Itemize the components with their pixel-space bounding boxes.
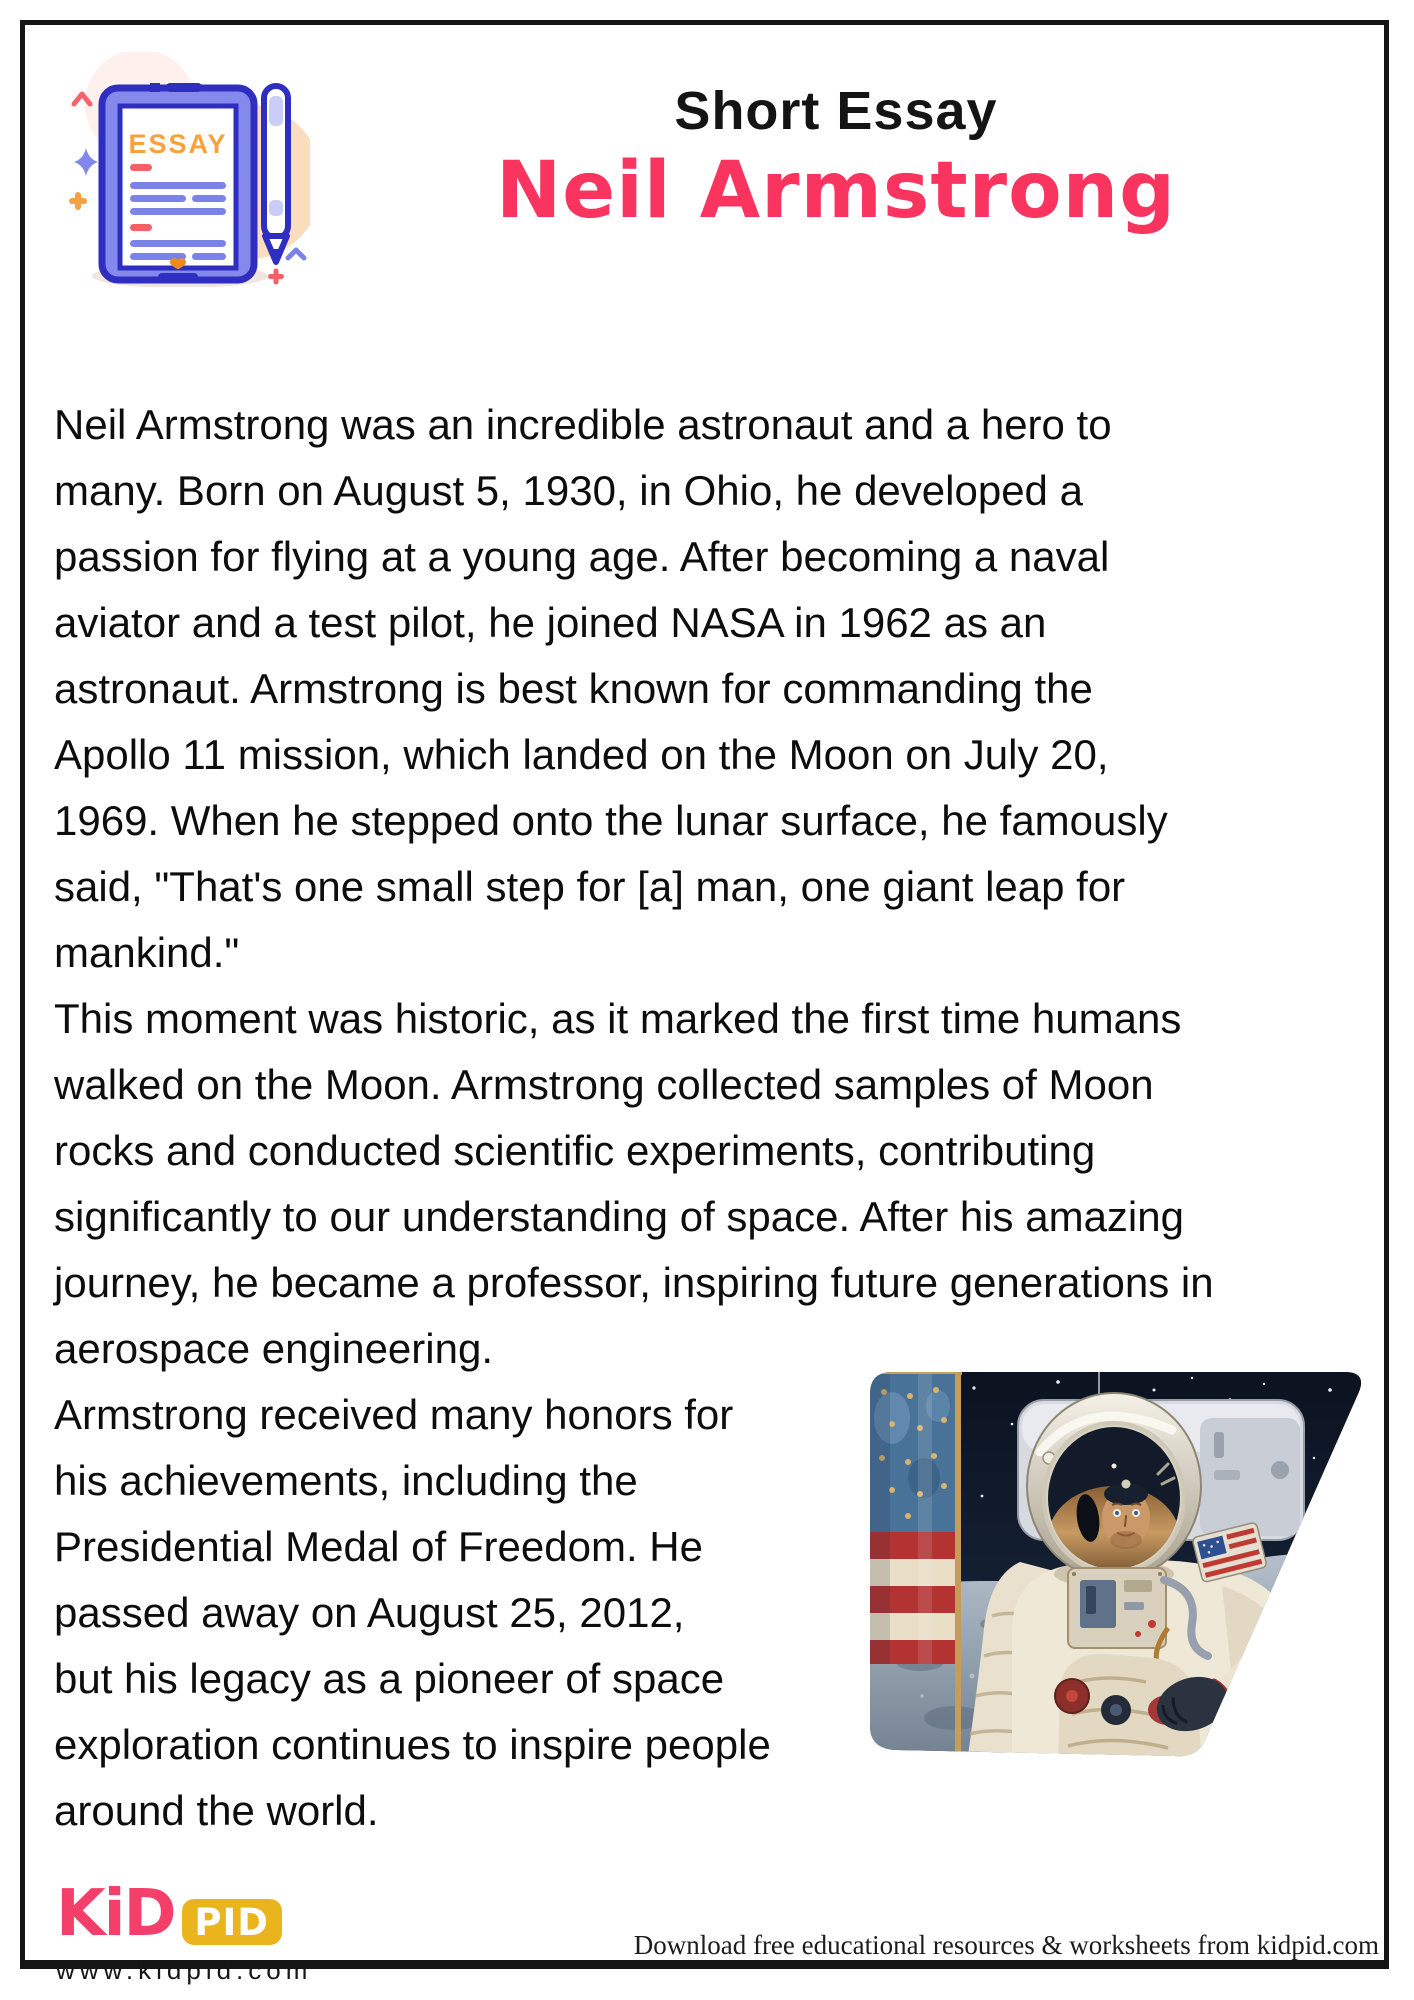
astronaut-moon-illustration [862,1366,1374,1770]
logo-pid-text: PID [194,1900,269,1944]
footer-note: Download free educational resources & worksheets from kidpid.com [633,1930,1379,1960]
header [420,81,1252,236]
paragraph [54,392,1368,986]
essay-icon [40,52,310,287]
essay-line: aviator and a test pilot, he joined NASA in 1962 as an [54,599,1047,646]
logo-kid-text: KiD [56,1877,175,1951]
pen-icon [264,86,288,262]
essay-line: 1969. When he stepped onto the lunar surface, he famously [54,797,1168,844]
chest-control-box [1068,1568,1166,1648]
essay-line: walked on the Moon. Armstrong collected samples of Moon [54,1061,1154,1108]
essay-line: This moment was historic, as it marked the first time humans [54,995,1182,1042]
essay-icon-label: ESSAY [128,129,228,159]
essay-line: but his legacy as a pioneer of space [54,1655,725,1702]
essay-line: aerospace engineering. [54,1325,493,1372]
essay-line: passed away on August 25, 2012, [54,1589,685,1636]
sparkle-star-purple [74,148,98,176]
essay-line: Apollo 11 mission, which landed on the Moon on July 20, [54,731,1109,778]
paragraph [54,986,1368,1382]
essay-line: journey, he became a professor, inspiring future generations in [54,1259,1214,1306]
essay-line: astronaut. Armstrong is best known for commanding the [54,665,1093,712]
essay-line: mankind." [54,929,240,976]
flag-pole [955,1366,961,1764]
essay-line: his achievements, including the [54,1457,638,1504]
essay-line: Neil Armstrong was an incredible astronaut and a hero to [54,401,1112,448]
essay-line: around the world. [54,1787,379,1834]
website-url: www.kidpid.com [56,1955,313,1985]
essay-line: exploration continues to inspire people [54,1721,771,1768]
kidpid-logo [56,1877,313,1986]
essay-line: Presidential Medal of Freedom. He [54,1523,703,1570]
kicker: Short Essay [674,81,998,141]
essay-line: rocks and conducted scientific experiments, contributing [54,1127,1096,1174]
essay-line: significantly to our understanding of space. After his amazing [54,1193,1184,1240]
essay-line: many. Born on August 5, 1930, in Ohio, he developed a [54,467,1083,514]
sparkle-chevron-blue [288,250,304,258]
page-title: Neil Armstrong [495,146,1177,236]
essay-line: Armstrong received many honors for [54,1391,734,1438]
essay-line: passion for flying at a young age. After becoming a naval [54,533,1110,580]
essay-line: said, "That's one small step for [a] man, one giant leap for [54,863,1126,910]
logo-pid-badge [182,1899,282,1945]
